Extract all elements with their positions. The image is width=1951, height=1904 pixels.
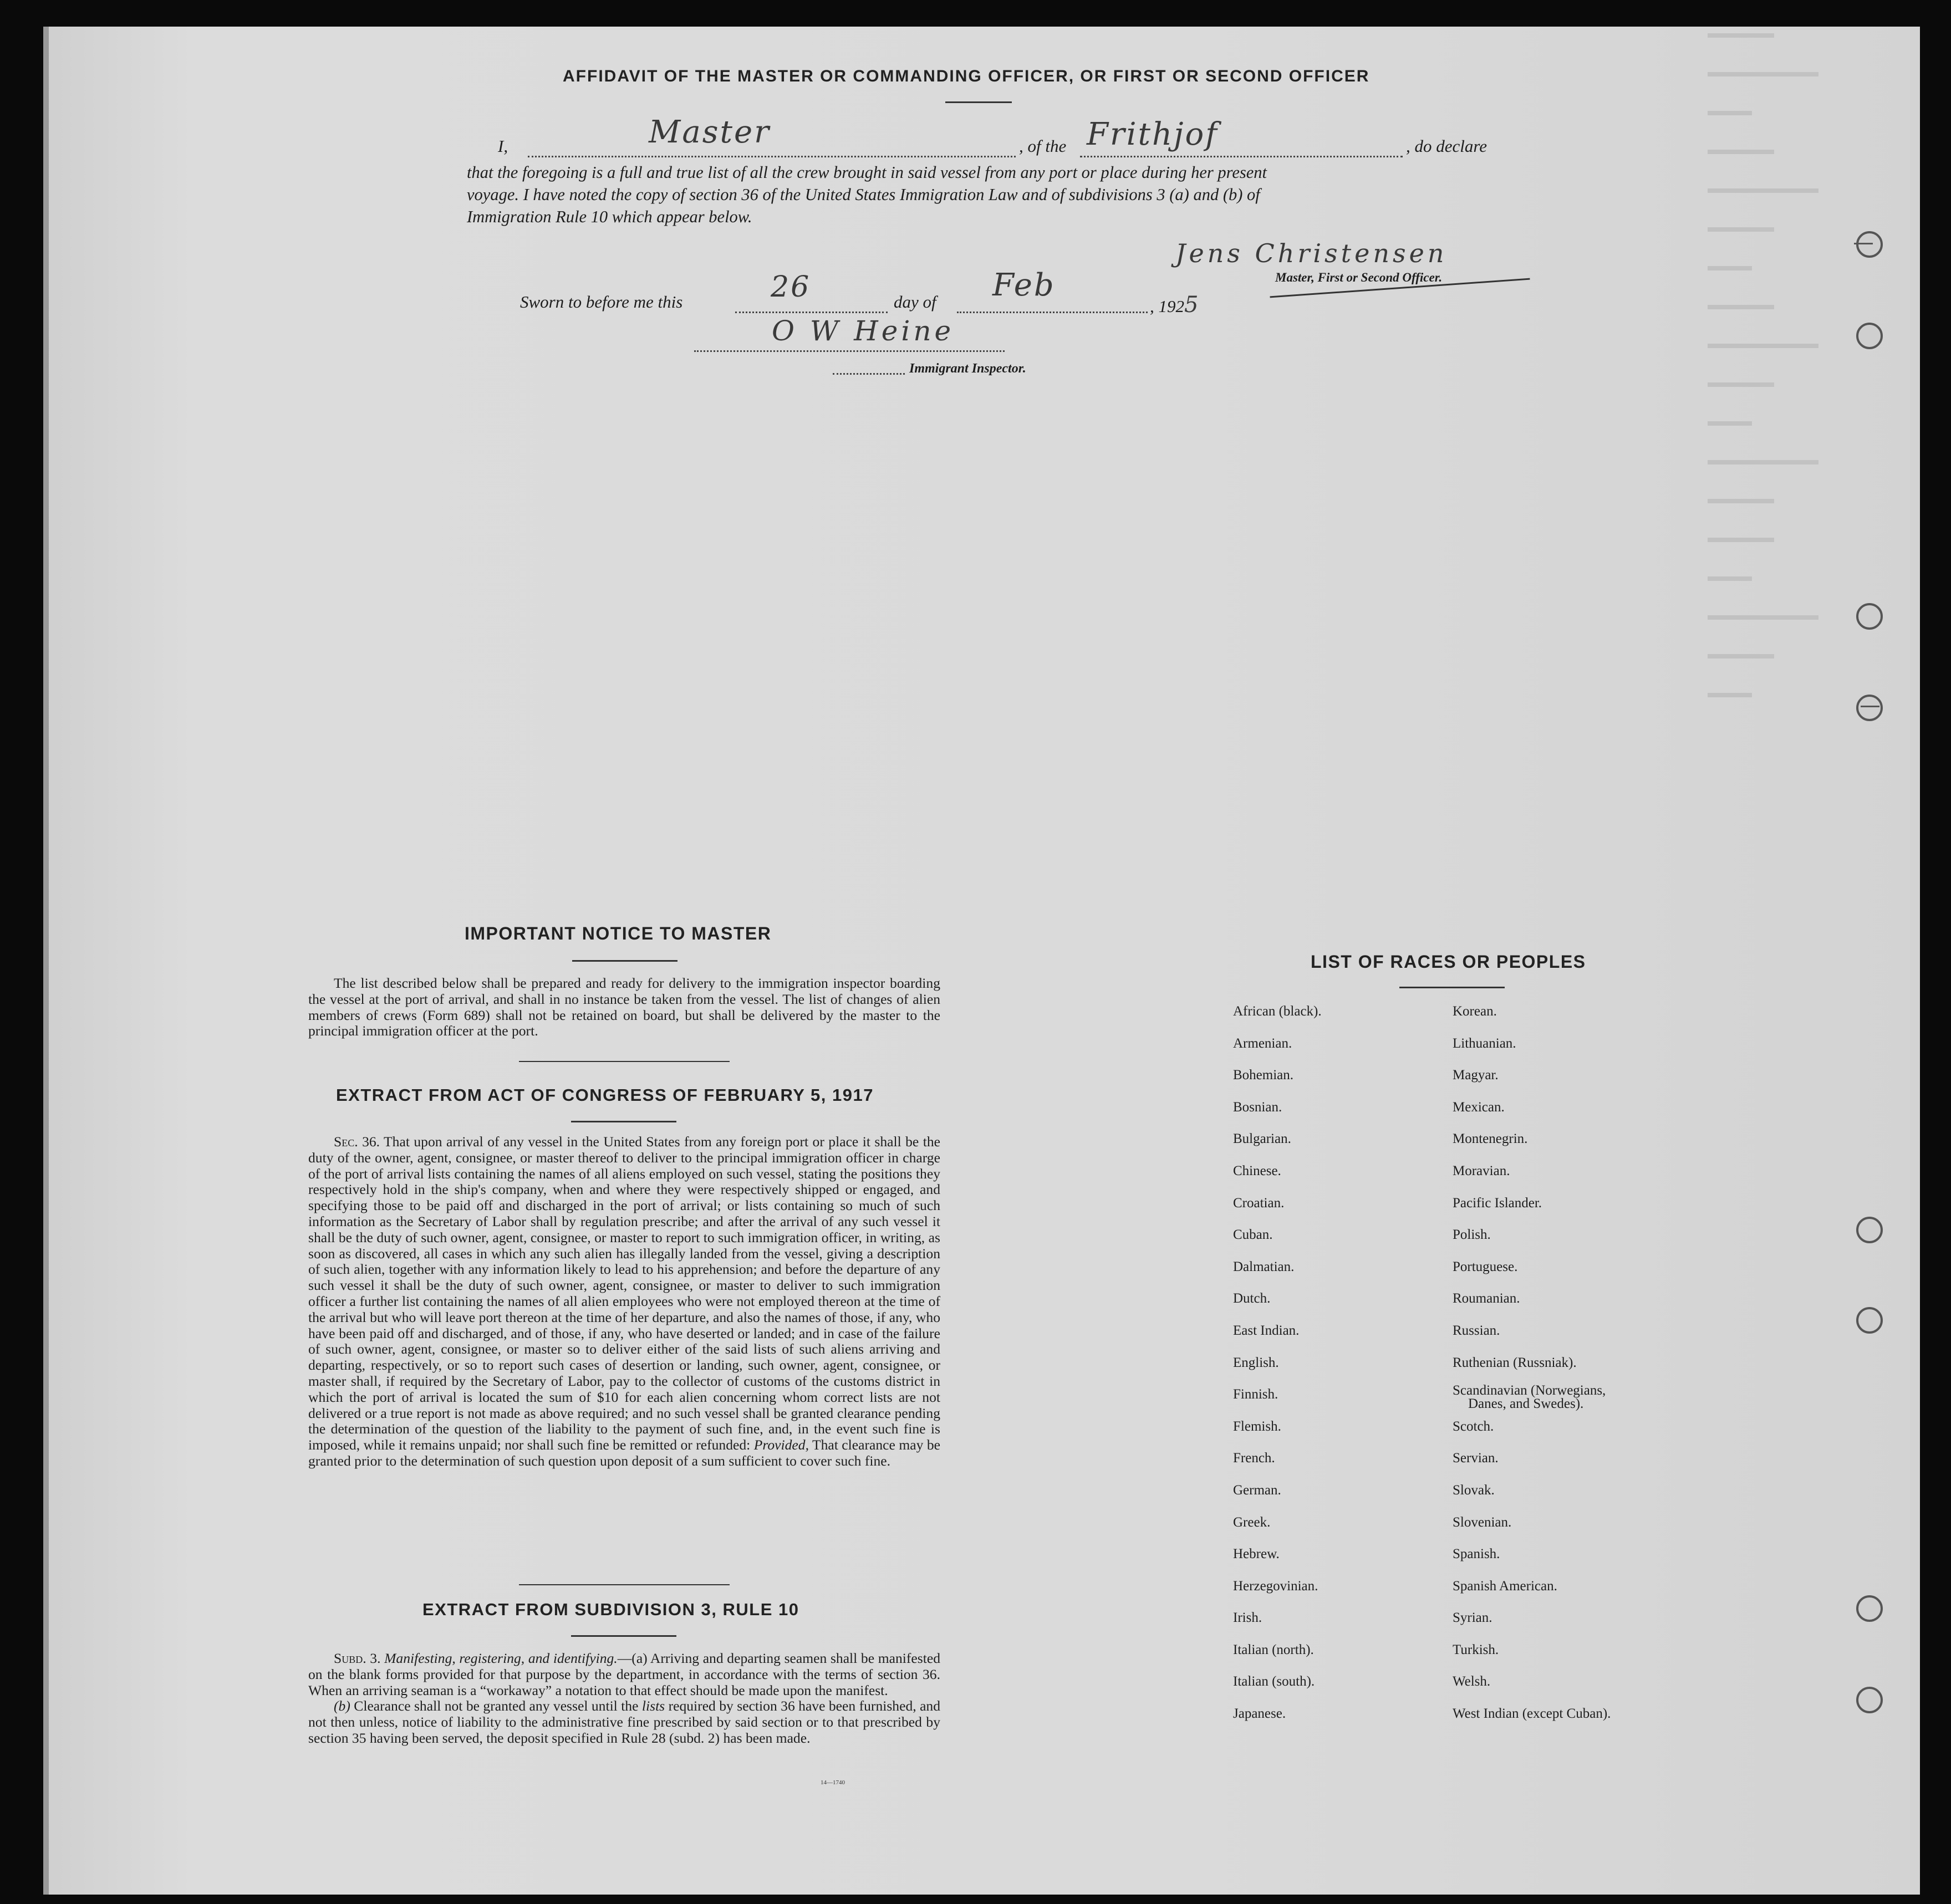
race-item: Finnish. (1233, 1387, 1278, 1402)
race-item: Dalmatian. (1233, 1259, 1295, 1274)
affidavit-text-1: that the foregoing is a full and true list of all the crew brought in said vessel from any port or place during her present (467, 163, 1267, 182)
para-b-before: Clearance shall not be granted any vessel until the (354, 1698, 639, 1714)
race-item: Japanese. (1233, 1706, 1286, 1722)
race-item: Bosnian. (1233, 1099, 1282, 1115)
race-item-line: Scandinavian (Norwegians, (1453, 1383, 1606, 1398)
races-title: LIST OF RACES OR PEOPLES (1311, 952, 1586, 972)
punch-hole-icon (1856, 323, 1883, 349)
sec-label: Sec. 36. (334, 1134, 380, 1150)
punch-hole-icon (1856, 231, 1883, 258)
race-item: Welsh. (1453, 1674, 1491, 1689)
race-item: Dutch. (1233, 1291, 1271, 1306)
subd-heading: Manifesting, registering, and identifying. (384, 1650, 618, 1666)
race-item: Magyar. (1453, 1068, 1499, 1083)
vessel-value: Frithjof (1087, 116, 1219, 152)
para-b-label: (b) (334, 1698, 350, 1714)
affidavit-text-2: voyage. I have noted the copy of section 36 of the United States Immigration Law and of subdivisions 3 (a) and (b) of (467, 185, 1260, 204)
race-item: West Indian (except Cuban). (1453, 1706, 1611, 1722)
race-item-line: Danes, and Swedes). (1468, 1396, 1584, 1412)
race-item: Greek. (1233, 1514, 1271, 1530)
declare-label: , do declare (1406, 136, 1488, 156)
para-b-after: required by section 36 have been furnished, and not then unless, notice of liability to the administrative fine prescribed by said section or to that prescribed by section 35 having been served, the deposit specified in Rule 28 (subd. 2) has been made. (308, 1698, 941, 1746)
sworn-label: Sworn to before me this (520, 292, 683, 312)
section-36-text (308, 1134, 940, 1469)
race-item: French. (1233, 1451, 1275, 1466)
subd-label: Subd. 3. (334, 1650, 381, 1666)
punch-mark (1854, 243, 1873, 244)
notice-rule (572, 960, 677, 962)
races-left-column (1233, 996, 1322, 1730)
race-item: Mexican. (1453, 1099, 1505, 1115)
inspector-caption: Immigrant Inspector. (909, 361, 1026, 376)
race-item: Flemish. (1233, 1418, 1281, 1434)
race-item: Chinese. (1233, 1163, 1281, 1178)
race-item: Russian. (1453, 1323, 1500, 1338)
extract-rule-title: EXTRACT FROM SUBDIVISION 3, RULE 10 (422, 1600, 799, 1619)
notice-text (308, 976, 940, 1039)
race-item: Servian. (1453, 1451, 1499, 1466)
punch-hole-icon (1856, 1307, 1883, 1334)
race-item (1453, 1379, 1611, 1411)
rule-10-text (308, 1651, 940, 1747)
race-item: African (black). (1233, 1004, 1322, 1019)
race-item: Portuguese. (1453, 1259, 1518, 1274)
bleed-through-marks (1708, 33, 1891, 1862)
races-right-column (1453, 996, 1611, 1730)
para-a: —(a) Arriving and departing seamen shall be manifested on the blank forms provided for that purpose by the department, in accordance with the terms of section 36. When an arriving seaman is a “workaway” a notation to that effect should be made upon the manifest. (308, 1650, 940, 1698)
form-number: 14—1740 (821, 1779, 845, 1786)
section-divider (519, 1061, 730, 1062)
race-item: Montenegrin. (1453, 1131, 1528, 1147)
inspector-caption-leader (833, 369, 905, 375)
affidavit-line-1 (498, 136, 508, 156)
race-item: Scotch. (1453, 1418, 1494, 1434)
year-value: 5 (1184, 292, 1199, 318)
affidavit-text-3: Immigration Rule 10 which appear below. (467, 207, 752, 226)
punch-hole-icon (1856, 695, 1883, 721)
race-item: Croatian. (1233, 1195, 1285, 1211)
race-item: Italian (south). (1233, 1674, 1315, 1689)
provided-label: Provided, (753, 1437, 809, 1453)
race-item: Bohemian. (1233, 1068, 1294, 1083)
title-rule (945, 101, 1012, 103)
race-item: Roumanian. (1453, 1291, 1520, 1306)
race-item: Moravian. (1453, 1163, 1510, 1178)
master-value: Master (649, 114, 771, 150)
extract-rule-rule (571, 1635, 676, 1637)
race-item: Pacific Islander. (1453, 1195, 1542, 1211)
year-label (1150, 292, 1198, 318)
inspector-field (694, 345, 1005, 352)
race-item: East Indian. (1233, 1323, 1300, 1338)
race-item: German. (1233, 1482, 1281, 1498)
race-item: Irish. (1233, 1610, 1262, 1626)
race-item: Syrian. (1453, 1610, 1492, 1626)
race-item: Lithuanian. (1453, 1035, 1516, 1051)
notice-title: IMPORTANT NOTICE TO MASTER (465, 923, 772, 943)
day-value: 26 (771, 270, 811, 304)
year-prefix: , 192 (1150, 297, 1184, 316)
month-field (957, 306, 1148, 313)
race-item: Korean. (1453, 1004, 1497, 1019)
sec-36-proviso: That clearance may be granted prior to the determination of such question upon deposit of a sum sufficient to cover such fine. (308, 1437, 941, 1469)
race-item: Slovak. (1453, 1482, 1495, 1498)
race-item: Cuban. (1233, 1227, 1273, 1243)
inspector-signature: O W Heine (772, 315, 955, 347)
race-item: English. (1233, 1355, 1279, 1370)
extract-act-rule (571, 1121, 676, 1122)
para-b-lists: lists (641, 1698, 665, 1714)
punch-hole-icon (1856, 1217, 1883, 1243)
race-item: Ruthenian (Russniak). (1453, 1355, 1577, 1370)
race-item: Armenian. (1233, 1035, 1292, 1051)
officer-caption: Master, First or Second Officer. (1275, 270, 1443, 284)
race-item: Turkish. (1453, 1642, 1499, 1657)
notice-paragraph: The list described below shall be prepared and ready for delivery to the immigration inspector boarding the vessel at the port of arrival, and shall in no instance be taken from the vessel. The list of changes of alien members of crews (Form 689) shall not be retained on board, but shall be delivered by the master to the principal immigration officer at the port. (308, 975, 940, 1039)
sheet-edge (43, 27, 49, 1895)
race-item: Bulgarian. (1233, 1131, 1291, 1147)
of-the-label: , of the (1019, 136, 1067, 156)
races-rule (1399, 987, 1505, 988)
race-item: Spanish. (1453, 1546, 1500, 1562)
punch-hole-icon (1856, 1595, 1883, 1622)
affidavit-title: AFFIDAVIT OF THE MASTER OR COMMANDING OFFICER, OR FIRST OR SECOND OFFICER (563, 67, 1370, 85)
race-item: Spanish American. (1453, 1578, 1557, 1594)
race-item: Hebrew. (1233, 1546, 1280, 1562)
race-item: Herzegovinian. (1233, 1578, 1318, 1594)
officer-signature: Jens Christensen (1175, 238, 1448, 268)
section-divider (519, 1584, 730, 1585)
punch-hole-icon (1856, 603, 1883, 630)
master-field (528, 150, 1016, 157)
race-item: Slovenian. (1453, 1514, 1512, 1530)
day-of-label: day of (894, 292, 936, 312)
punch-mark (1861, 706, 1879, 707)
race-item: Polish. (1453, 1227, 1491, 1243)
race-item: Italian (north). (1233, 1642, 1314, 1657)
extract-act-title: EXTRACT FROM ACT OF CONGRESS OF FEBRUARY 5, 1917 (336, 1085, 874, 1105)
day-field (735, 306, 888, 313)
punch-hole-icon (1856, 1687, 1883, 1713)
month-value: Feb (992, 267, 1056, 303)
sec-36-body: That upon arrival of any vessel in the United States from any foreign port or place it shall be the duty of the owner, agent, consignee, or master thereof to deliver to the principal immigration officer in charge of the port of arrival lists containing the names of all aliens employed on such vessel, stating the positions they respectively hold in the ship's company, when and where they were respectively shipped or engaged, and specifying those to be paid off and discharged in the port of arrival; or lists containing so much of such information as the Secretary of Labor shall by regulation prescribe; and after the arrival of any such vessel it shall be the duty of such owner, agent, consignee, or master to report to such immigration officer, in writing, as soon as discovered, all cases in which any such alien has illegally landed from the vessel, giving a description of such alien, together with any information likely to lead to his apprehension; and before the departure of any such vessel it shall be the duty of such owner, agent, consignee, or master to deliver to such immigration officer a further list containing the names of all alien employees who were not employed thereon at the time of the arrival but who will leave port thereon at the time of her departure, and also the names of those, if any, who have been paid off and discharged, and of those, if any, who have deserted or landed; and in case of the failure of such owner, agent, consignee, or master so to deliver either of the said lists of such aliens arriving and departing, respectively, or so to report such cases of desertion or landing, such owner, agent, consignee, or master shall, if required by the Secretary of Labor, pay to the collector of customs of the customs district in which the port of arrival is located the sum of $10 for each alien concerning whom correct lists are not delivered or a true report is not made as above required; and no such vessel shall be granted clearance pending the determination of the question of the liability to the payment of such fine, and, in the event such fine is imposed, while it remains unpaid; nor shall such fine be remitted or refunded: (308, 1134, 940, 1453)
i-label: I, (498, 136, 508, 156)
